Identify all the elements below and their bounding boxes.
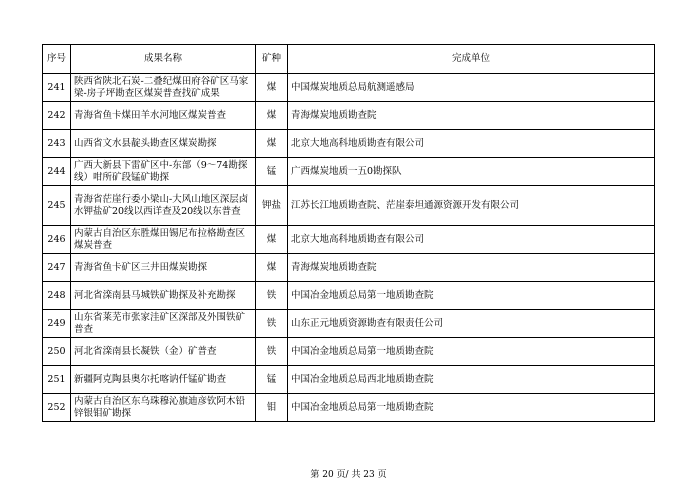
row-unit: 青海煤炭地质勘查院: [288, 102, 655, 130]
row-name: 山西省文水县靛头勘查区煤炭勘探: [71, 130, 256, 158]
row-num: 248: [43, 282, 71, 310]
row-unit: 中国冶金地质总局第一地质勘查院: [288, 282, 655, 310]
row-num: 250: [43, 338, 71, 366]
row-mineral: 锰: [256, 158, 288, 186]
row-name: 河北省滦南县马城铁矿勘探及补充勘探: [71, 282, 256, 310]
table-row: [43, 366, 655, 394]
table-row: [43, 310, 655, 338]
table-row: [43, 74, 655, 102]
row-name: 青海省茫崖行委小梁山-大风山地区深层卤水钾盐矿20线以西详查及20线以东普查: [71, 186, 256, 226]
row-name: 内蒙古自治区东胜煤田锡尼布拉格勘查区煤炭普查: [71, 226, 256, 254]
row-mineral: 煤: [256, 226, 288, 254]
row-unit: 江苏长江地质勘查院、茫崖泰坦通源资源开发有限公司: [288, 186, 655, 226]
row-mineral: 煤: [256, 130, 288, 158]
table-row: [43, 158, 655, 186]
row-num: 251: [43, 366, 71, 394]
header-unit: 完成单位: [288, 45, 655, 74]
row-unit: 青海煤炭地质勘查院: [288, 254, 655, 282]
row-num: 249: [43, 310, 71, 338]
row-mineral: 煤: [256, 74, 288, 102]
row-name: 广西大新县下雷矿区中-东部（9～74勘探线）咁所矿段锰矿勘探: [71, 158, 256, 186]
row-name: 新疆阿克陶县奥尔托喀讷仟锰矿勘查: [71, 366, 256, 394]
table-row: [43, 338, 655, 366]
table-row: [43, 130, 655, 158]
row-num: 244: [43, 158, 71, 186]
row-num: 247: [43, 254, 71, 282]
header-num: 序号: [43, 45, 71, 74]
row-num: 241: [43, 74, 71, 102]
row-unit: 北京大地高科地质勘查有限公司: [288, 130, 655, 158]
row-unit: 北京大地高科地质勘查有限公司: [288, 226, 655, 254]
table-row: [43, 102, 655, 130]
table-row: [43, 254, 655, 282]
table-row: [43, 394, 655, 422]
table-row: [43, 282, 655, 310]
row-name: 山东省莱芜市张家洼矿区深部及外围铁矿普查: [71, 310, 256, 338]
table-row: [43, 226, 655, 254]
row-mineral: 铁: [256, 338, 288, 366]
row-unit: 中国冶金地质总局第一地质勘查院: [288, 394, 655, 422]
row-unit: 中国冶金地质总局第一地质勘查院: [288, 338, 655, 366]
row-mineral: 铁: [256, 282, 288, 310]
row-num: 245: [43, 186, 71, 226]
row-name: 青海省鱼卡煤田羊水河地区煤炭普查: [71, 102, 256, 130]
header-name: 成果名称: [71, 45, 256, 74]
row-mineral: 铁: [256, 310, 288, 338]
row-mineral: 煤: [256, 102, 288, 130]
results-table: [42, 44, 655, 422]
row-unit: 广西煤炭地质一五0勘探队: [288, 158, 655, 186]
row-unit: 中国冶金地质总局西北地质勘查院: [288, 366, 655, 394]
row-name: 陕西省陕北石炭-二叠纪煤田府谷矿区马家梁-房子坪勘查区煤炭普查找矿成果: [71, 74, 256, 102]
row-unit: 中国煤炭地质总局航测遥感局: [288, 74, 655, 102]
row-num: 246: [43, 226, 71, 254]
header-mineral: 矿种: [256, 45, 288, 74]
page-footer: 第 20 页/ 共 23 页: [310, 470, 387, 480]
row-num: 242: [43, 102, 71, 130]
row-mineral: 钼: [256, 394, 288, 422]
row-name: 青海省鱼卡矿区三井田煤炭勘探: [71, 254, 256, 282]
row-num: 243: [43, 130, 71, 158]
row-num: 252: [43, 394, 71, 422]
row-mineral: 煤: [256, 254, 288, 282]
row-name: 河北省滦南县长凝铁（金）矿普查: [71, 338, 256, 366]
table-header-row: [43, 45, 655, 74]
table-row: [43, 186, 655, 226]
row-mineral: 锰: [256, 366, 288, 394]
row-unit: 山东正元地质资源勘查有限责任公司: [288, 310, 655, 338]
row-name: 内蒙古自治区东乌珠穆沁旗迪彦钦阿木铅锌银钼矿勘探: [71, 394, 256, 422]
row-mineral: 钾盐: [256, 186, 288, 226]
